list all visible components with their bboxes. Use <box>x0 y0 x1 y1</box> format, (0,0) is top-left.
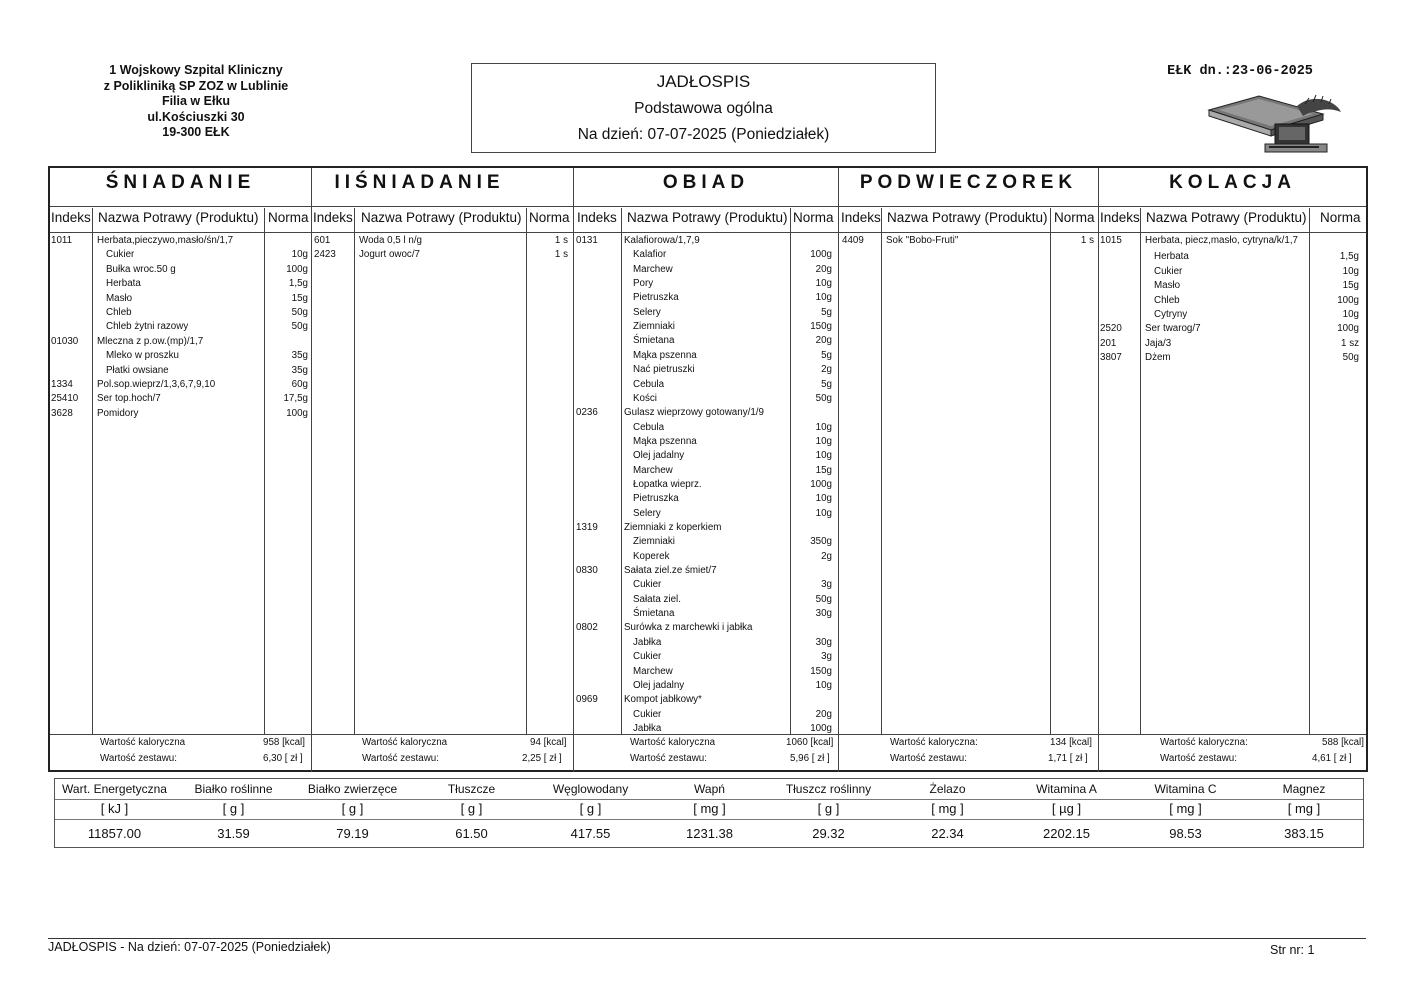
row-norm: 10g <box>815 450 832 462</box>
kcal-label: Wartość kaloryczna: <box>1160 737 1248 748</box>
dish-name: Herbata, piecz,masło, cytryna/k/1,7 <box>1145 235 1299 246</box>
row-norm: 10g <box>1342 309 1359 320</box>
nutrition-column <box>1245 779 1363 849</box>
row-norm: 15g <box>815 464 832 476</box>
kcal-value: 958 [kcal] <box>263 737 305 748</box>
ingredient-name: Olej jadalny <box>633 679 685 691</box>
column-header-norm: Norma <box>268 210 309 225</box>
column-header-name: Nazwa Potrawy (Produktu) <box>627 210 788 225</box>
ingredient-name: Selery <box>633 306 661 318</box>
cost-label: Wartość zestawu: <box>1160 753 1237 764</box>
column-header-index: Indeks <box>577 210 617 225</box>
row-index: 0802 <box>576 622 598 634</box>
nutrition-name: Witamina A <box>1036 782 1097 796</box>
row-norm: 3g <box>821 579 832 591</box>
nutrition-unit: [ g ] <box>341 801 364 816</box>
row-norm: 17,5g <box>283 393 308 405</box>
column-header-name: Nazwa Potrawy (Produktu) <box>1146 210 1307 225</box>
row-norm: 30g <box>815 608 832 620</box>
row-index: 1015 <box>1100 235 1122 246</box>
ingredient-name: Ziemniaki <box>633 536 675 548</box>
dish-name: Gulasz wieprzowy gotowany/1/9 <box>624 407 764 419</box>
row-norm: 15g <box>1342 280 1359 292</box>
footer-title: JADŁOSPIS - Na dzień: 07-07-2025 (Poniedziałek) <box>48 940 331 954</box>
page-number: Str nr: 1 <box>1270 943 1315 957</box>
hospital-address <box>80 63 312 141</box>
nutrition-value: 11857.00 <box>87 826 142 841</box>
row-index: 0236 <box>576 407 598 419</box>
row-norm: 1 s <box>1080 235 1094 246</box>
ingredient-name: Olej jadalny <box>633 450 685 462</box>
column-header-norm: Norma <box>1054 210 1095 225</box>
row-norm: 100g <box>810 722 832 734</box>
dish-name: Jogurt owoc/7 <box>359 249 420 261</box>
ingredient-name: Śmietana <box>633 335 675 347</box>
dish-name: Herbata,pieczywo,masło/śn/1,7 <box>97 235 234 246</box>
ingredient-name: Cukier <box>633 579 662 591</box>
row-norm: 10g <box>1342 265 1359 277</box>
cost-label: Wartość zestawu: <box>630 753 707 764</box>
ingredient-name: Chleb <box>1154 294 1180 306</box>
kcal-label: Wartość kaloryczna <box>630 737 716 748</box>
dish-name: Surówka z marchewki i jabłka <box>624 622 753 634</box>
cost-value: 6,30 [ zł ] <box>263 753 303 764</box>
column-header-index: Indeks <box>1100 210 1140 225</box>
row-norm: 50g <box>291 307 308 318</box>
row-norm: 2g <box>821 550 832 562</box>
row-norm: 35g <box>291 364 308 376</box>
row-norm: 5g <box>821 306 832 318</box>
ingredient-name: Cebula <box>633 378 665 390</box>
ingredient-name: Mąka pszenna <box>633 349 697 361</box>
section-obiad: OBIAD <box>662 172 750 193</box>
kcal-label: Wartość kaloryczna: <box>890 737 978 748</box>
column-header-name: Nazwa Potrawy (Produktu) <box>98 210 259 225</box>
nutrition-value: 79.19 <box>336 826 369 841</box>
document-title: JADŁOSPIS <box>656 72 751 91</box>
title-box <box>471 63 936 153</box>
ingredient-name: Śmietana <box>633 608 675 620</box>
row-norm: 100g <box>286 407 308 419</box>
cost-value: 2,25 [ zł ] <box>522 753 562 764</box>
row-norm: 10g <box>815 493 832 505</box>
ingredient-name: Cukier <box>633 651 662 663</box>
row-norm: 2g <box>821 364 832 376</box>
row-norm: 10g <box>815 421 832 433</box>
kcal-value: 1060 [kcal] <box>786 737 834 748</box>
nutrition-name: Tłuszcz roślinny <box>785 782 872 796</box>
row-index: 3807 <box>1100 352 1122 364</box>
row-norm: 1 s <box>554 235 568 246</box>
row-index: 1319 <box>576 522 598 533</box>
nutrition-unit: [ kJ ] <box>100 801 129 816</box>
column-header-norm: Norma <box>1320 210 1361 225</box>
column-header-name: Nazwa Potrawy (Produktu) <box>361 210 522 225</box>
nutrition-unit: [ µg ] <box>1051 801 1082 816</box>
row-norm: 100g <box>1337 294 1359 306</box>
cost-label: Wartość zestawu: <box>362 753 439 764</box>
nutrition-table <box>54 778 1364 848</box>
row-norm: 10g <box>815 278 832 290</box>
menu-table <box>48 166 1368 772</box>
dish-name: Sok "Bobo-Fruti" <box>886 235 959 246</box>
ingredient-name: Marchew <box>633 665 673 677</box>
computer-logo-icon <box>1205 86 1345 154</box>
nutrition-column <box>1126 779 1245 849</box>
nutrition-column <box>55 779 174 849</box>
ingredient-name: Płatki owsiane <box>106 364 169 376</box>
hospital-line: z Polikliniką SP ZOZ w Lublinie <box>103 78 289 93</box>
ingredient-name: Herbata <box>106 278 141 290</box>
row-norm: 5g <box>821 378 832 390</box>
nutrition-unit: [ mg ] <box>931 801 964 816</box>
row-index: 3628 <box>51 407 73 419</box>
nutrition-value: 417.55 <box>570 826 611 841</box>
nutrition-value: 22.34 <box>931 826 964 841</box>
ingredient-name: Mleko w proszku <box>106 350 179 362</box>
row-norm: 10g <box>291 249 308 261</box>
cost-value: 1,71 [ zł ] <box>1048 753 1088 764</box>
dish-name: Woda 0,5 l n/g <box>359 235 422 246</box>
row-norm: 10g <box>815 679 832 691</box>
ingredient-name: Marchew <box>633 263 673 275</box>
row-index: 601 <box>314 235 331 246</box>
row-index: 0131 <box>576 235 598 246</box>
section-kolacja: KOLACJA <box>1169 172 1296 193</box>
column-header-index: Indeks <box>313 210 353 225</box>
cost-value: 5,96 [ zł ] <box>790 753 830 764</box>
ingredient-name: Cukier <box>106 249 135 261</box>
hospital-line: Filia w Ełku <box>161 94 231 108</box>
dish-name: Dżem <box>1145 352 1171 364</box>
nutrition-column <box>412 779 531 849</box>
nutrition-column <box>769 779 888 849</box>
nutrition-column <box>293 779 412 849</box>
column-header-index: Indeks <box>51 210 91 225</box>
ingredient-name: Mąka pszenna <box>633 435 697 447</box>
row-norm: 1,5g <box>288 278 308 290</box>
footer-divider <box>48 938 1366 939</box>
nutrition-value: 2202.15 <box>1043 826 1090 841</box>
nutrition-value: 383.15 <box>1284 826 1324 841</box>
row-index: 4409 <box>842 235 864 246</box>
ingredient-name: Koperek <box>633 550 670 562</box>
print-date: EŁK dn.:23-06-2025 <box>1167 64 1313 79</box>
row-norm: 10g <box>815 507 832 519</box>
row-norm: 150g <box>810 321 832 333</box>
nutrition-unit: [ mg ] <box>1287 801 1321 816</box>
nutrition-value: 31.59 <box>217 826 250 841</box>
nutrition-name: Magnez <box>1282 782 1326 796</box>
ingredient-name: Pietruszka <box>633 493 679 505</box>
cost-label: Wartość zestawu: <box>890 753 967 764</box>
ingredient-name: Sałata ziel. <box>633 593 681 605</box>
row-norm: 1 sz <box>1341 337 1359 349</box>
row-norm: 60g <box>291 379 308 390</box>
nutrition-name: Wapń <box>694 782 725 796</box>
ingredient-name: Marchew <box>633 464 673 476</box>
row-norm: 3g <box>821 651 832 663</box>
ingredient-name: Selery <box>633 507 661 519</box>
cost-value: 4,61 [ zł ] <box>1312 753 1352 764</box>
dish-name: Kompot jabłkowy* <box>624 694 702 706</box>
dish-name: Ser top.hoch/7 <box>97 393 161 405</box>
ingredient-name: Bułka wroc.50 g <box>106 263 176 275</box>
kcal-value: 588 [kcal] <box>1322 737 1364 748</box>
dish-name: Pomidory <box>97 407 139 419</box>
ingredient-name: Chleb żytni razowy <box>106 321 189 333</box>
row-norm: 20g <box>815 335 832 347</box>
row-norm: 50g <box>815 593 832 605</box>
nutrition-column <box>174 779 293 849</box>
row-norm: 50g <box>291 321 308 333</box>
dish-name: Sałata ziel.ze śmiet/7 <box>624 565 717 577</box>
row-norm: 1,5g <box>1339 251 1359 263</box>
row-norm: 150g <box>810 665 832 677</box>
ingredient-name: Kości <box>633 392 657 404</box>
row-norm: 20g <box>815 263 832 275</box>
hospital-line: 1 Wojskowy Szpital Kliniczny <box>109 63 283 77</box>
nutrition-unit: [ g ] <box>579 801 602 816</box>
ingredient-name: Kalafior <box>633 249 667 261</box>
ingredient-name: Ziemniaki <box>633 321 675 333</box>
ingredient-name: Pory <box>633 278 654 290</box>
row-norm: 50g <box>815 392 832 404</box>
hospital-line: ul.Kościuszki 30 <box>147 109 245 124</box>
nutrition-name: Tłuszcze <box>447 782 496 796</box>
nutrition-name: Węglowodany <box>552 782 629 796</box>
kcal-value: 134 [kcal] <box>1050 737 1092 748</box>
nutrition-value: 29.32 <box>812 826 845 841</box>
ingredient-name: Pietruszka <box>633 292 679 304</box>
nutrition-name: Witamina C <box>1154 782 1217 796</box>
row-norm: 50g <box>1342 352 1359 364</box>
column-header-norm: Norma <box>793 210 834 225</box>
ingredient-name: Cebula <box>633 421 665 433</box>
ingredient-name: Łopatka wieprz. <box>633 478 702 490</box>
row-norm: 350g <box>810 536 832 548</box>
row-index: 01030 <box>51 335 79 347</box>
section-sniadanie: ŚNIADANIE <box>105 172 256 193</box>
ingredient-name: Nać pietruszki <box>633 364 695 376</box>
dish-name: Pol.sop.wieprz/1,3,6,7,9,10 <box>97 379 216 390</box>
nutrition-unit: [ g ] <box>460 801 483 816</box>
row-norm: 10g <box>815 435 832 447</box>
row-index: 2520 <box>1100 323 1122 335</box>
diet-name: Podstawowa ogólna <box>634 100 773 117</box>
row-index: 201 <box>1100 337 1117 349</box>
row-norm: 100g <box>1337 323 1359 335</box>
nutrition-unit: [ g ] <box>222 801 245 816</box>
nutrition-unit: [ mg ] <box>693 801 726 816</box>
nutrition-column <box>1007 779 1126 849</box>
row-index: 2423 <box>314 249 336 261</box>
row-norm: 100g <box>810 478 832 490</box>
dish-name: Kalafiorowa/1,7,9 <box>624 235 700 246</box>
nutrition-column <box>650 779 769 849</box>
nutrition-name: Białko zwierzęce <box>307 782 398 796</box>
row-norm: 15g <box>291 292 308 304</box>
nutrition-column <box>531 779 650 849</box>
dish-name: Jaja/3 <box>1145 337 1172 349</box>
row-index: 0830 <box>576 565 598 577</box>
ingredient-name: Cytryny <box>1154 309 1188 320</box>
row-norm: 1 s <box>554 249 568 261</box>
nutrition-name: Białko roślinne <box>194 782 273 796</box>
ingredient-name: Cukier <box>1154 265 1183 277</box>
nutrition-value: 61.50 <box>455 826 488 841</box>
kcal-label: Wartość kaloryczna <box>100 737 186 748</box>
ingredient-name: Masło <box>106 292 133 304</box>
kcal-label: Wartość kaloryczna <box>362 737 448 748</box>
nutrition-unit: [ g ] <box>817 801 840 816</box>
nutrition-unit: [ mg ] <box>1169 801 1202 816</box>
ingredient-name: Chleb <box>106 307 132 318</box>
cost-label: Wartość zestawu: <box>100 753 177 764</box>
row-index: 25410 <box>51 393 79 405</box>
dish-name: Ser twarog/7 <box>1145 323 1201 335</box>
section-podwieczorek: PODWIECZOREK <box>859 172 1078 193</box>
column-header-norm: Norma <box>529 210 570 225</box>
row-index: 0969 <box>576 694 598 706</box>
nutrition-value: 98.53 <box>1169 826 1202 841</box>
nutrition-value: 1231.38 <box>686 826 733 841</box>
row-norm: 20g <box>815 708 832 720</box>
row-index: 1334 <box>51 379 73 390</box>
dish-name: Mleczna z p.ow.(mp)/1,7 <box>97 335 204 347</box>
ingredient-name: Herbata <box>1154 251 1189 263</box>
ingredient-name: Masło <box>1154 280 1181 292</box>
section-ii-sniadanie: IIŚNIADANIE <box>334 172 505 193</box>
dish-name: Ziemniaki z koperkiem <box>624 522 722 533</box>
hospital-line: 19-300 EŁK <box>162 125 230 139</box>
column-header-index: Indeks <box>841 210 881 225</box>
nutrition-column <box>888 779 1007 849</box>
kcal-value: 94 [kcal] <box>530 737 567 748</box>
nutrition-name: Żelazo <box>929 782 966 796</box>
row-norm: 5g <box>821 349 832 361</box>
ingredient-name: Jabłka <box>633 722 662 734</box>
row-norm: 100g <box>810 249 832 261</box>
row-norm: 10g <box>815 292 832 304</box>
row-norm: 100g <box>286 263 308 275</box>
row-norm: 35g <box>291 350 308 362</box>
ingredient-name: Jabłka <box>633 636 662 648</box>
row-norm: 30g <box>815 636 832 648</box>
ingredient-name: Cukier <box>633 708 662 720</box>
nutrition-name: Wart. Energetyczna <box>62 782 167 796</box>
row-index: 1011 <box>51 235 73 246</box>
menu-date: Na dzień: 07-07-2025 (Poniedziałek) <box>577 126 830 143</box>
column-header-name: Nazwa Potrawy (Produktu) <box>887 210 1048 225</box>
